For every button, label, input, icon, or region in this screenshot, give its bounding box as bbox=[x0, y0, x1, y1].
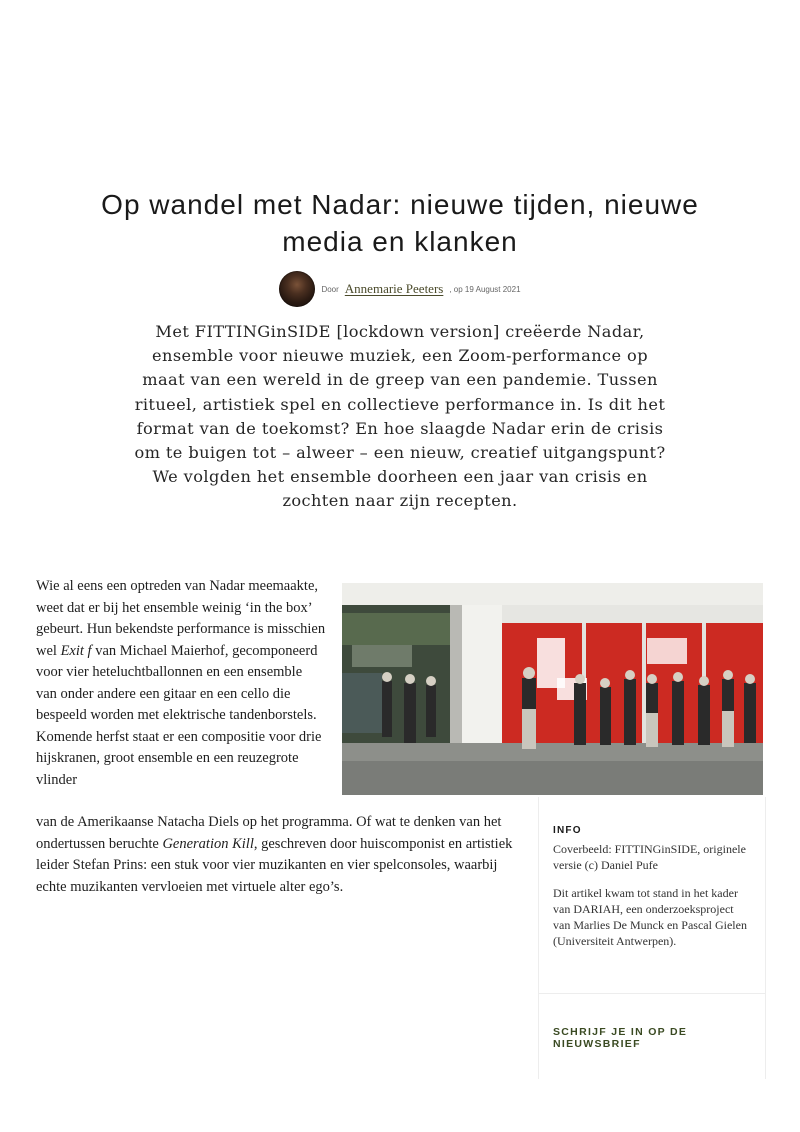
article-title: Op wandel met Nadar: nieuwe tijden, nieuwe media en klanken bbox=[101, 189, 699, 257]
info-heading: INFO bbox=[553, 825, 582, 836]
byline-date-value: 19 August 2021 bbox=[464, 284, 521, 294]
newsletter-signup-link[interactable]: SCHRIJF JE IN OP DE NIEUWSBRIEF bbox=[553, 1026, 688, 1050]
byline-date bbox=[449, 285, 520, 294]
body-text-4: , geschreven door huiscomponist en artistiek leider Stefan Prins: een stuk voor vier muzikanten en vier spelconsoles, waarbij echte muzikanten vervloeien met virtuele alter ego’s. bbox=[36, 835, 513, 895]
body-text-1: Wie al eens een optreden van Nadar meemaakte, weet dat er bij het ensemble weinig ‘in the box’ gebeurt. Hun bekendste performance is misschien wel bbox=[36, 578, 326, 659]
author-avatar bbox=[279, 271, 315, 307]
byline-date-prefix: , op bbox=[449, 284, 463, 294]
byline bbox=[0, 270, 800, 308]
work-title-generation-kill: Generation Kill bbox=[162, 835, 254, 852]
article-body-intro bbox=[36, 576, 326, 791]
project-note: Dit artikel kwam tot stand in het kader van DARIAH, een onderzoeksproject van Marlies De Munck en Pascal Gielen (Universiteit Antwerpen). bbox=[553, 886, 747, 948]
byline-prefix: Door bbox=[321, 284, 339, 294]
info-box bbox=[553, 825, 753, 961]
sidebar-divider bbox=[539, 993, 765, 994]
hero-photo bbox=[342, 583, 763, 795]
author-link[interactable]: Annemarie Peeters bbox=[344, 281, 444, 296]
cover-credit: Coverbeeld: FITTINGinSIDE, originele versie (c) Daniel Pufe bbox=[553, 842, 746, 872]
body-text-3: van de Amerikaanse Natacha Diels op het programma. Of wat te denken van het ondertussen beruchte bbox=[36, 814, 502, 852]
article-lead: Met FITTINGinSIDE [lockdown version] creëerde Nadar, ensemble voor nieuwe muziek, een Zoom-performance op maat van een wereld in de greep van een pandemie. Tussen ritueel, artistiek spel en collectieve performance in. Is dit het format van de toekomst? En hoe slaagde Nadar erin de crisis om te buigen tot – alweer – een nieuw, creatief uitgangspunt? We volgden het ensemble doorheen een jaar van crisis en zochten naar zijn recepten. bbox=[134, 322, 666, 511]
article-body-continued bbox=[36, 812, 526, 898]
sidebar bbox=[538, 797, 766, 1079]
work-title-exit-f: Exit f bbox=[60, 642, 92, 659]
body-text-2: van Michael Maierhof, gecomponeerd voor vier heteluchtballonnen en een ensemble van onder andere een gitaar en een cello die bespeeld worden met elektrische tandenborstels. Komende herfst staat er een compositie voor drie hijskranen, groot ensemble en een reuzegrote vlinder bbox=[36, 642, 322, 788]
